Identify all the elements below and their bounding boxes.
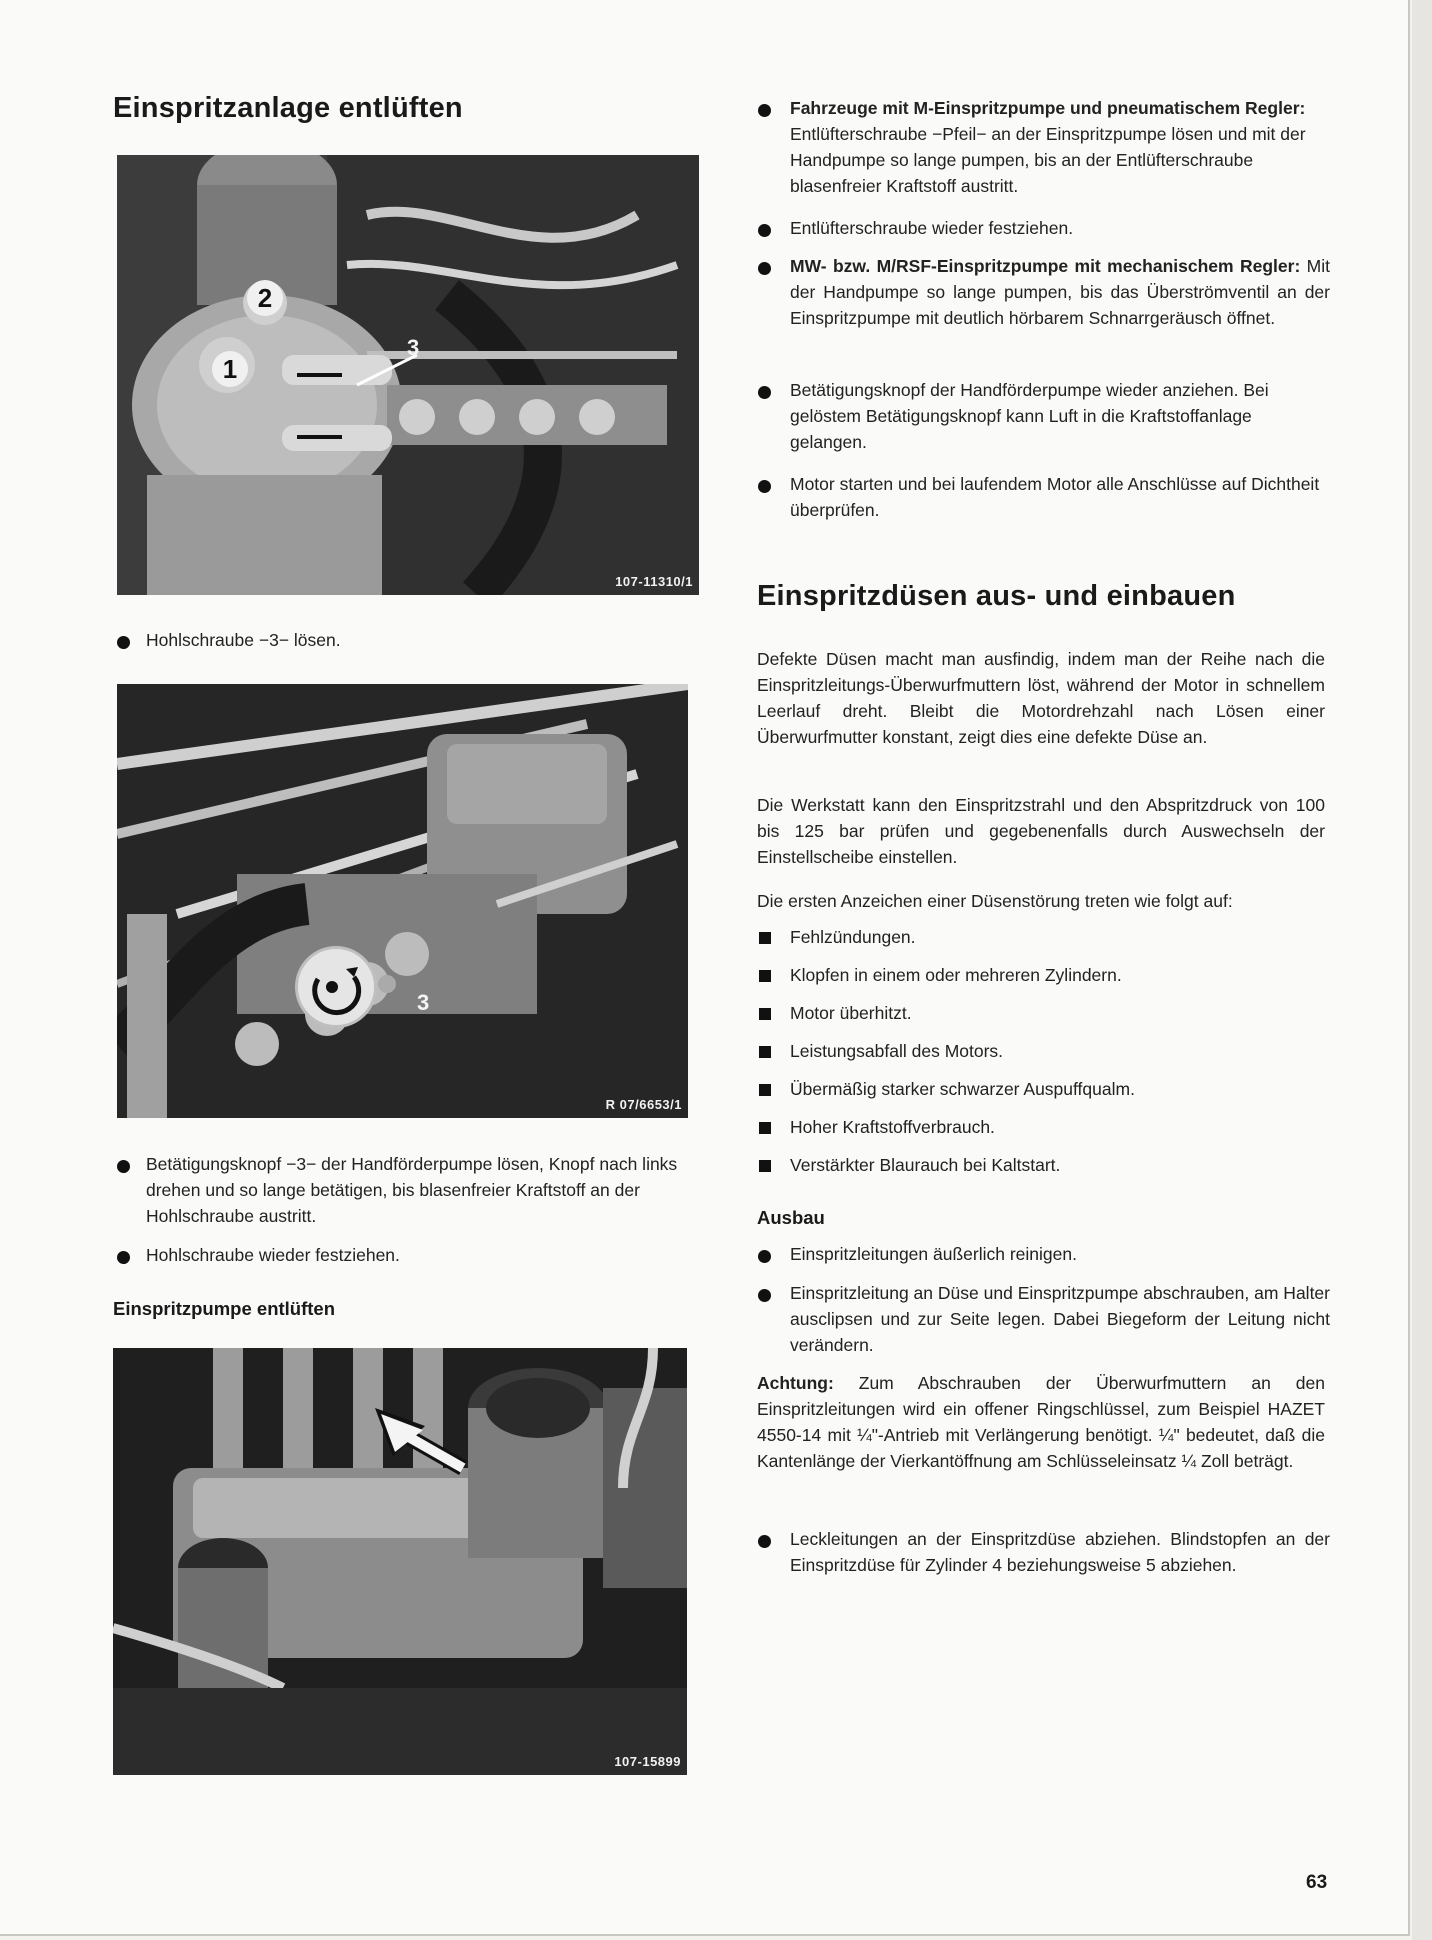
symptom-item: Motor überhitzt. <box>790 1003 912 1023</box>
callout-3-pump: 3 <box>417 990 430 1015</box>
section-title-einspritzduesen: Einspritzdüsen aus- und einbauen <box>757 580 1236 612</box>
square-bullet <box>759 1008 771 1020</box>
bullet-dot <box>758 262 771 275</box>
injection-pump-photo <box>113 1348 687 1775</box>
subtitle-einspritzpumpe-entlueften: Einspritzpumpe entlüften <box>113 1298 335 1319</box>
symptom-item: Hoher Kraftstoffverbrauch. <box>790 1117 995 1137</box>
bullet-dot <box>117 1251 130 1264</box>
symptom-item: Übermäßig starker schwarzer Auspuffqualm. <box>790 1079 1135 1099</box>
symptom-item: Fehlzündungen. <box>790 927 916 947</box>
note-achtung <box>757 1370 1325 1474</box>
engine-photo-filter <box>117 155 699 595</box>
bullet-betaetigungsknopf-anziehen: Betätigungsknopf der Handförderpumpe wieder anziehen. Bei gelöstem Betätigungsknopf kann Luft in die Kraftstoffanlage gelangen. <box>790 380 1269 452</box>
square-bullet <box>759 932 771 944</box>
bullet-motor-starten: Motor starten und bei laufendem Motor alle Anschlüsse auf Dichtheit überprüfen. <box>790 474 1320 520</box>
bullet-m-einspritzpumpe-text: Entlüfterschraube −Pfeil− an der Einspritzpumpe lösen und mit der Handpumpe so lange pumpen, bis an der Entlüfterschraube blasenfreier Kraftstoff austritt. <box>790 124 1306 196</box>
ausbau-step-leckleitungen: Leckleitungen an der Einspritzdüse abziehen. Blindstopfen an der Einspritzdüse für Zylinder 4 beziehungsweise 5 abziehen. <box>790 1529 1330 1575</box>
bullet-dot <box>758 1535 771 1548</box>
bullet-mw-rsf <box>790 253 1330 331</box>
square-bullet <box>759 1084 771 1096</box>
bullet-dot <box>758 1289 771 1302</box>
note-achtung-label: Achtung: <box>757 1373 834 1393</box>
square-bullet <box>759 1122 771 1134</box>
engine-photo-pump-art <box>117 684 688 1118</box>
bullet-dot <box>758 1250 771 1263</box>
paragraph-werkstatt: Die Werkstatt kann den Einspritzstrahl und den Abspritzdruck von 100 bis 125 bar prüfen und gegebenenfalls durch Auswechseln der Einstellscheibe einstellen. <box>757 795 1325 867</box>
section-title-entlueften: Einspritzanlage entlüften <box>113 92 463 124</box>
photo-id-1: 107-11310/1 <box>615 574 693 589</box>
symptom-item: Klopfen in einem oder mehreren Zylindern. <box>790 965 1122 985</box>
engine-photo-filter-art <box>117 155 699 595</box>
bullet-dot <box>758 386 771 399</box>
ausbau-step-reinigen: Einspritzleitungen äußerlich reinigen. <box>790 1244 1077 1264</box>
bullet-festziehen: Entlüfterschraube wieder festziehen. <box>790 218 1074 238</box>
bullet-dot <box>117 636 130 649</box>
photo-id-2: R 07/6653/1 <box>605 1097 682 1112</box>
step-betaetigungsknopf: Betätigungsknopf −3− der Handförderpumpe lösen, Knopf nach links drehen und so lange betätigen, bis blasenfreier Kraftstoff an der Hohlschraube austritt. <box>146 1154 678 1226</box>
step-hohlschraube-loesen: Hohlschraube −3− lösen. <box>146 630 341 650</box>
bullet-dot <box>117 1160 130 1173</box>
square-bullet <box>759 1046 771 1058</box>
injection-pump-photo-art <box>113 1348 687 1775</box>
symptom-item: Verstärkter Blaurauch bei Kaltstart. <box>790 1155 1061 1175</box>
bullet-m-einspritzpumpe-bold: Fahrzeuge mit M-Einspritzpumpe und pneumatischem Regler: <box>790 98 1306 118</box>
bullet-mw-rsf-text: Mit der Handpumpe so lange pumpen, bis das Überströmventil an der Einspritzpumpe mit deutlich hörbarem Schnarrgeräusch öffnet. <box>790 256 1330 328</box>
step-hohlschraube-festziehen: Hohlschraube wieder festziehen. <box>146 1245 400 1265</box>
paragraph-anzeichen: Die ersten Anzeichen einer Düsenstörung treten wie folgt auf: <box>757 891 1233 911</box>
subtitle-ausbau: Ausbau <box>757 1207 825 1228</box>
ausbau-step-abschrauben: Einspritzleitung an Düse und Einspritzpumpe abschrauben, am Halter ausclipsen und zur Seite legen. Dabei Biegeform der Leitung nicht verändern. <box>790 1283 1330 1355</box>
square-bullet <box>759 1160 771 1172</box>
rotate-arrow-icon <box>298 949 374 1025</box>
handpump-knob <box>295 946 377 1028</box>
bullet-m-einspritzpumpe <box>790 95 1330 199</box>
engine-photo-pump <box>117 684 688 1118</box>
page-number: 63 <box>1306 1872 1328 1893</box>
bullet-dot <box>758 480 771 493</box>
callout-2: 2 <box>247 280 283 316</box>
paragraph-defekte-duesen: Defekte Düsen macht man ausfindig, indem man der Reihe nach die Einspritzleitungs-Überwurfmuttern löst, während der Motor in schnellem Leerlauf dreht. Bleibt die Motordrehzahl nach Lösen einer Überwurfmutter konstant, zeigt dies eine defekte Düse an. <box>757 649 1325 747</box>
photo-id-3: 107-15899 <box>614 1754 681 1769</box>
note-achtung-text: Zum Abschrauben der Überwurfmuttern an den Einspritzleitungen wird ein offener Ringschlüssel, zum Beispiel HAZET 4550-14 mit ¼"-Antrieb mit Verlängerung benötigt. ¼" bedeutet, daß die Kantenlänge der Vierkantöffnung am Schlüsseleinsatz ¼ Zoll beträgt. <box>757 1373 1325 1471</box>
symptom-item: Leistungsabfall des Motors. <box>790 1041 1004 1061</box>
square-bullet <box>759 970 771 982</box>
bullet-mw-rsf-bold: MW- bzw. M/RSF-Einspritzpumpe mit mechanischem Regler: <box>790 256 1301 276</box>
bullet-dot <box>758 224 771 237</box>
page-edge-shadow <box>1412 0 1432 1940</box>
bullet-dot <box>758 104 771 117</box>
callout-1: 1 <box>212 351 248 387</box>
callout-3: 3 <box>407 335 420 360</box>
